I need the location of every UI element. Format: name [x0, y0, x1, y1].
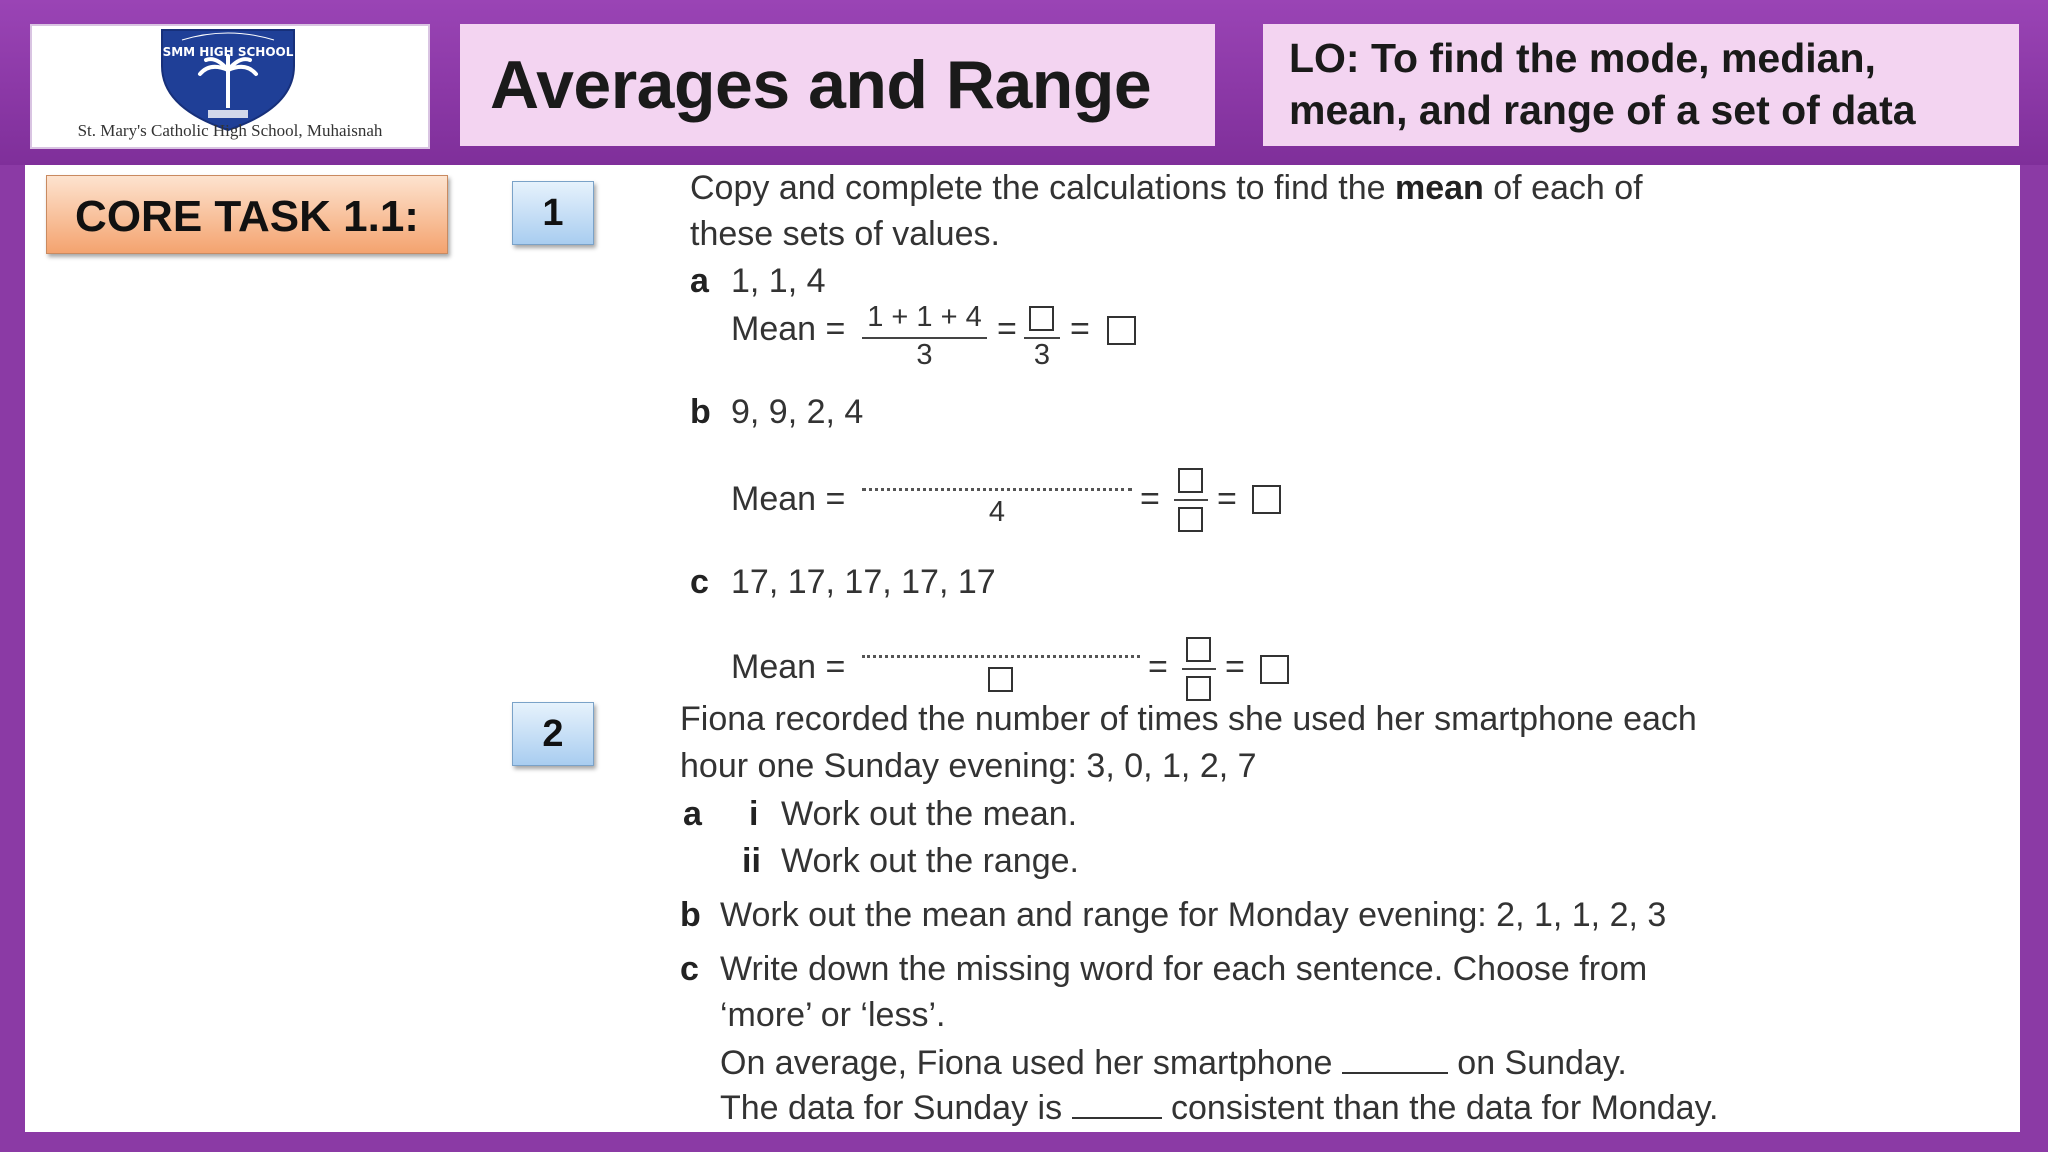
q1c-equals-2: =	[1225, 648, 1245, 686]
q2c-line3-end: on Sunday.	[1457, 1044, 1627, 1082]
title-panel	[460, 24, 1215, 146]
q1b-fraction-2	[1174, 465, 1208, 541]
learning-objective	[1289, 32, 2009, 136]
q2b-letter: b	[680, 896, 701, 934]
q2c-blank-1[interactable]	[1342, 1042, 1448, 1074]
q1-intro-line2: these sets of values.	[690, 215, 1000, 253]
school-caption: St. Mary's Catholic High School, Muhaisnah	[77, 121, 383, 140]
q2c-line3	[720, 1042, 1627, 1083]
q2c-letter: c	[680, 950, 699, 988]
q1c-values: 17, 17, 17, 17, 17	[731, 563, 996, 601]
lo-line-1: LO: To find the mode, median,	[1289, 35, 1876, 81]
q1b-equals-2: =	[1217, 480, 1237, 518]
q2c-line3-start: On average, Fiona used her smartphone	[720, 1044, 1333, 1082]
question-2-number: 2	[542, 713, 564, 755]
q1a-fraction-2	[1024, 301, 1060, 377]
q1a-equals-1: =	[997, 310, 1017, 348]
q1c-answer-box-denominator-2[interactable]	[1186, 676, 1211, 701]
q1a-equals-2: =	[1070, 310, 1090, 348]
q2a-ii-label: ii	[742, 842, 761, 880]
q1-intro-bold: mean	[1395, 169, 1484, 207]
lo-line-2: mean, and range of a set of data	[1289, 87, 1916, 133]
q1b-fraction	[862, 460, 1132, 536]
q1a-letter: a	[690, 262, 709, 300]
q1a-values: 1, 1, 4	[731, 262, 826, 300]
q1-intro-text-end: of each of	[1483, 169, 1643, 207]
q1c-fraction	[862, 627, 1140, 707]
q2a-i-label: i	[749, 795, 759, 833]
question-1-number: 1	[542, 192, 564, 234]
q1c-mean-label: Mean =	[731, 648, 846, 686]
q1c-dotted-numerator[interactable]	[862, 655, 1140, 658]
q1b-equals-1: =	[1140, 480, 1160, 518]
q2c-line4-end: consistent than the data for Monday.	[1171, 1089, 1719, 1127]
q1b-dotted-numerator[interactable]	[862, 488, 1132, 491]
q2c-line2: ‘more’ or ‘less’.	[720, 996, 946, 1034]
q2a-ii-text: Work out the range.	[781, 842, 1079, 880]
q1c-answer-box-numerator[interactable]	[1186, 637, 1211, 662]
q1b-answer-box-denominator[interactable]	[1178, 507, 1203, 532]
crest-text: SMM HIGH SCHOOL	[162, 45, 294, 59]
q2a-i-text: Work out the mean.	[781, 795, 1078, 833]
q1-intro-line1	[690, 169, 1643, 208]
q1b-letter: b	[690, 393, 711, 431]
q2a-letter: a	[683, 795, 702, 833]
q1c-answer-box-denominator-1[interactable]	[988, 667, 1013, 692]
q2c-line1: Write down the missing word for each sentence. Choose from	[720, 950, 1648, 988]
q2-line1: Fiona recorded the number of times she used her smartphone each	[680, 700, 1697, 738]
q1b-denominator: 4	[988, 496, 1006, 528]
q1a-answer-box[interactable]	[1107, 316, 1136, 345]
q1a-fraction	[862, 301, 987, 377]
question-2-badge	[512, 702, 594, 766]
q2c-line4-start: The data for Sunday is	[720, 1089, 1063, 1127]
core-task-label: CORE TASK 1.1:	[75, 192, 419, 241]
q1a-denominator: 3	[916, 339, 933, 371]
q1b-values: 9, 9, 2, 4	[731, 393, 864, 431]
q1b-answer-box[interactable]	[1252, 485, 1281, 514]
q1-intro-text: Copy and complete the calculations to find the	[690, 169, 1395, 207]
q2-line2: hour one Sunday evening: 3, 0, 1, 2, 7	[680, 747, 1257, 785]
q1c-fraction-bar	[1182, 668, 1216, 670]
q1a-numerator: 1 + 1 + 4	[867, 301, 982, 333]
q1a-denominator-2: 3	[1033, 339, 1051, 371]
q2b-text: Work out the mean and range for Monday evening: 2, 1, 1, 2, 3	[720, 896, 1667, 934]
q1c-letter: c	[690, 563, 709, 601]
q2c-line4	[720, 1087, 1719, 1128]
q2c-blank-2[interactable]	[1072, 1087, 1162, 1119]
q1a-answer-box-numerator[interactable]	[1029, 306, 1054, 331]
question-1-badge	[512, 181, 594, 245]
q1b-fraction-bar	[1174, 499, 1208, 501]
q1a-mean-label: Mean =	[731, 310, 846, 348]
q1b-answer-box-numerator[interactable]	[1178, 468, 1203, 493]
q1b-mean-label: Mean =	[731, 480, 846, 518]
school-crest-icon	[32, 26, 432, 136]
school-logo	[30, 24, 430, 149]
core-task-badge	[46, 175, 448, 254]
worksheet-content	[25, 165, 2020, 1132]
q1c-answer-box[interactable]	[1260, 655, 1289, 684]
page-title: Averages and Range	[490, 47, 1152, 123]
q1c-equals-1: =	[1148, 648, 1168, 686]
learning-objective-panel	[1263, 24, 2019, 146]
